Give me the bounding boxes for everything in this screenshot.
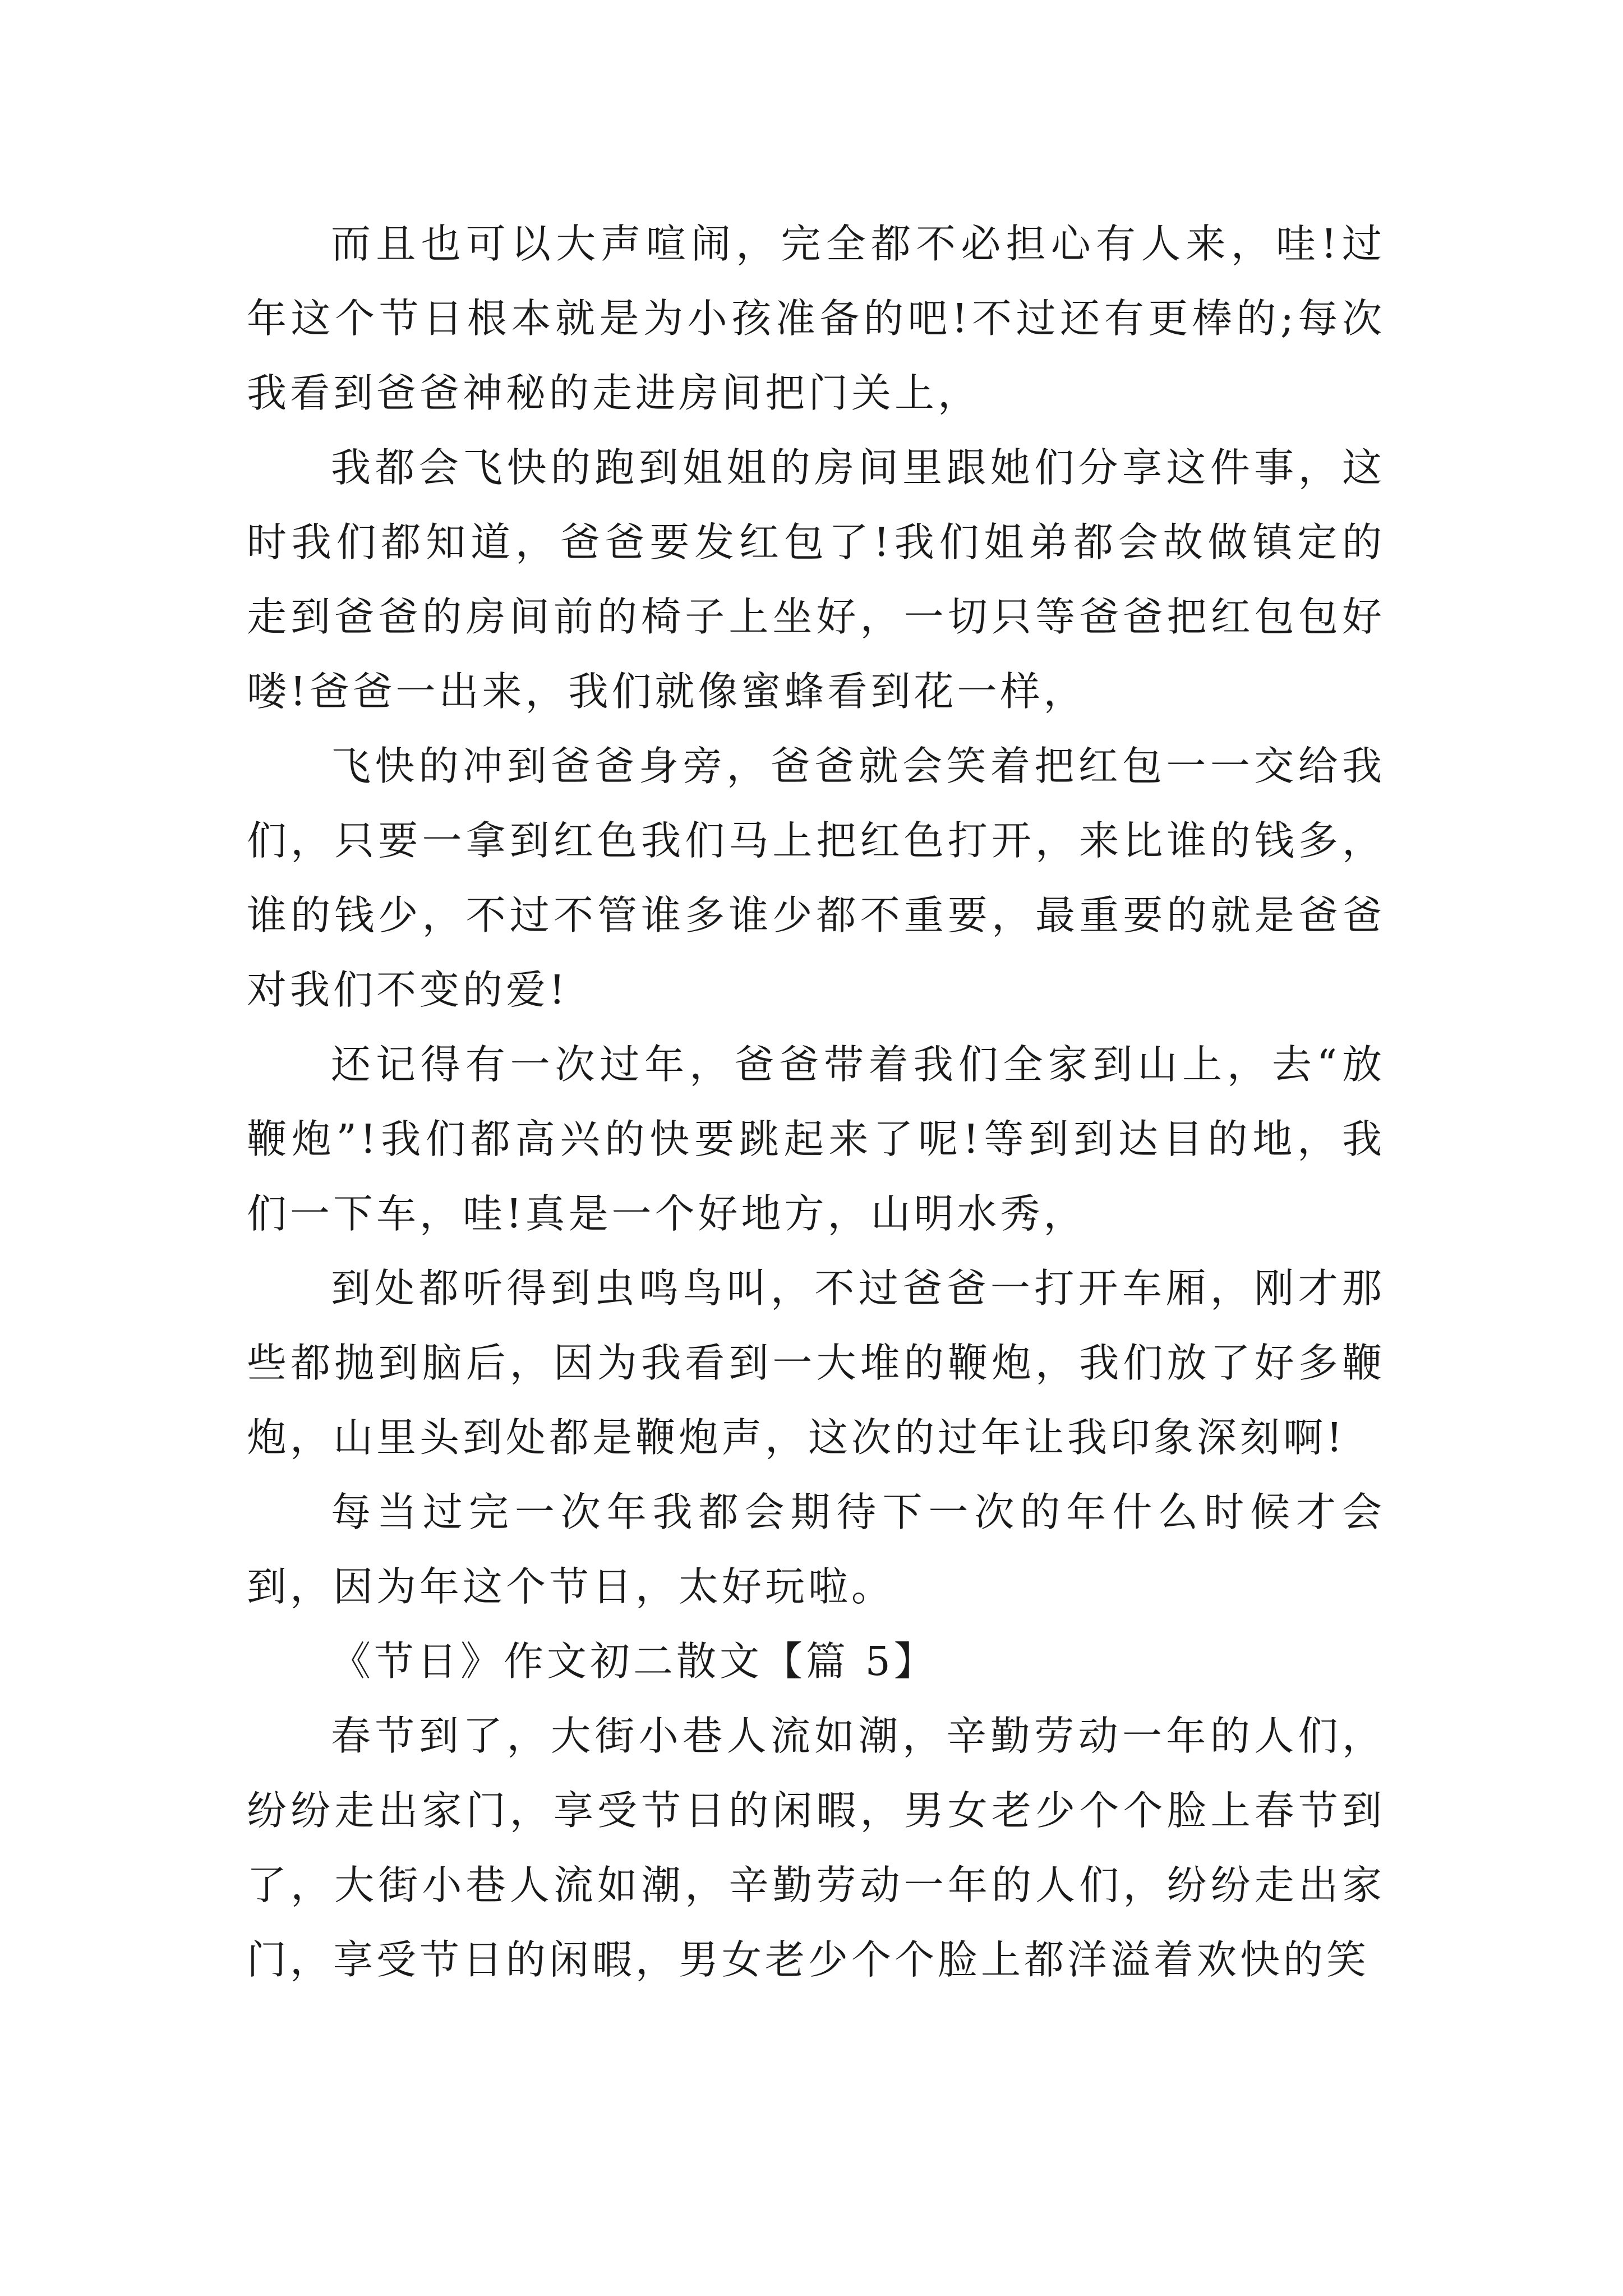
section-heading: 《节日》作文初二散文【篇 5】 <box>331 1638 937 1685</box>
paragraph-2: 我都会飞快的跑到姐姐的房间里跟她们分享这件事，这时我们都知道，爸爸要发红包了!我们姐弟都会故做镇定的走到爸爸的房间前的椅子上坐好，一切只等爸爸把红包包好喽!爸爸一出来，我们就像蜜蜂看到花一样， <box>247 444 1385 715</box>
paragraph-1: 而且也可以大声喧闹，完全都不必担心有人来，哇!过年这个节日根本就是为小孩准备的吧!不过还有更棒的;每次我看到爸爸神秘的走进房间把门关上， <box>247 220 1385 416</box>
document-body <box>247 206 1385 1997</box>
paragraph-3: 飞快的冲到爸爸身旁，爸爸就会笑着把红包一一交给我们，只要一拿到红色我们马上把红色打开，来比谁的钱多，谁的钱少，不过不管谁多谁少都不重要，最重要的就是爸爸对我们不变的爱! <box>247 743 1385 1013</box>
paragraph-5: 到处都听得到虫鸣鸟叫，不过爸爸一打开车厢，刚才那些都抛到脑后，因为我看到一大堆的鞭炮，我们放了好多鞭炮，山里头到处都是鞭炮声，这次的过年让我印象深刻啊! <box>247 1265 1385 1461</box>
paragraph-6: 每当过完一次年我都会期待下一次的年什么时候才会到，因为年这个节日，太好玩啦。 <box>247 1489 1385 1610</box>
paragraph-7: 春节到了，大街小巷人流如潮，辛勤劳动一年的人们，纷纷走出家门，享受节日的闲暇，男女老少个个脸上春节到了，大街小巷人流如潮，辛勤劳动一年的人们，纷纷走出家门，享受节日的闲暇，男女老少个个脸上都洋溢着欢快的笑 <box>247 1713 1385 1983</box>
paragraph-4: 还记得有一次过年，爸爸带着我们全家到山上，去“放鞭炮”!我们都高兴的快要跳起来了呢!等到到达目的地，我们一下车，哇!真是一个好地方，山明水秀， <box>247 1041 1385 1237</box>
